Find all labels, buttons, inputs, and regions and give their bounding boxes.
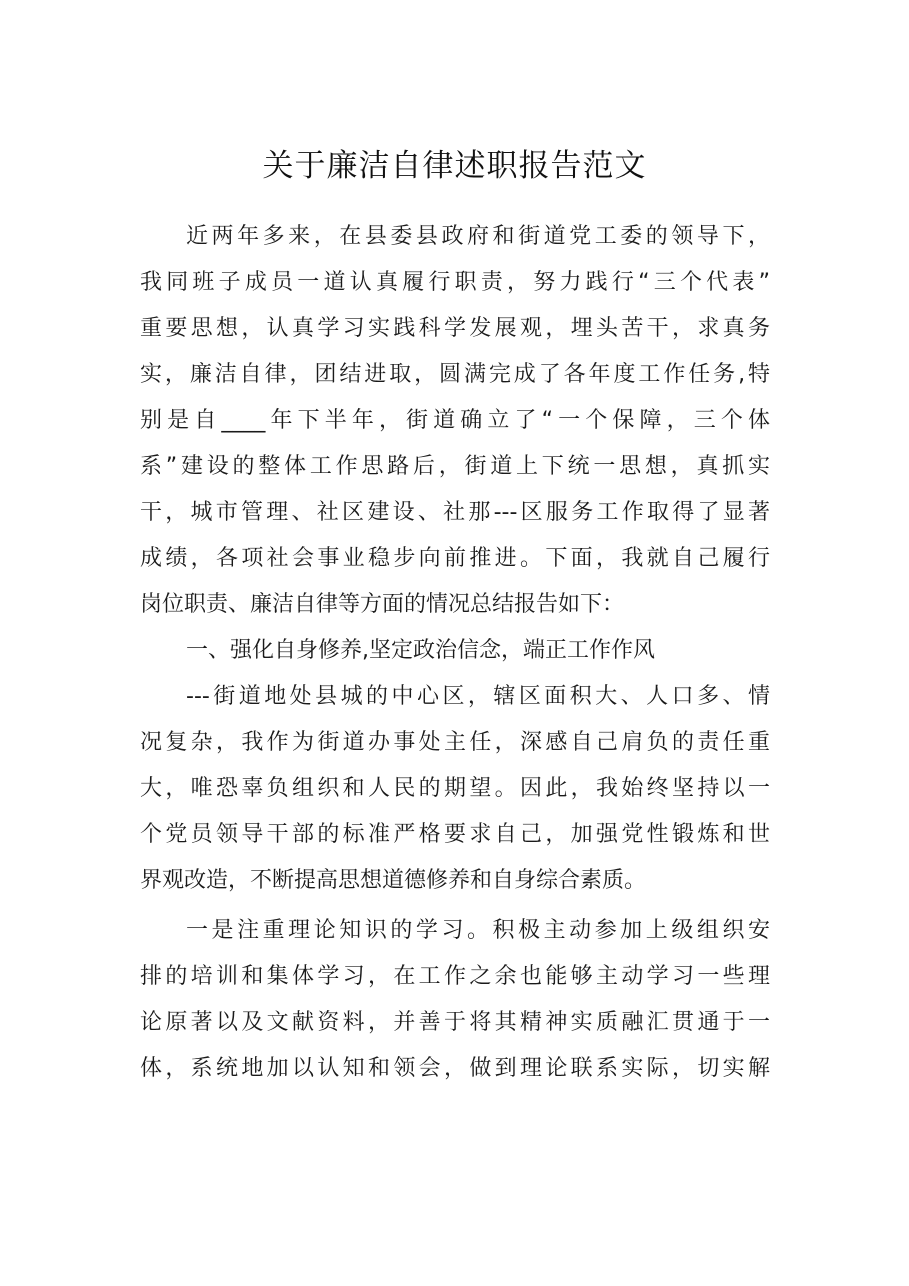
paragraph-line: 一是注重理论知识的学习。积极主动参加上级组织安 (186, 918, 770, 943)
paragraph-line: 岗位职责、廉洁自律等方面的情况总结报告如下： (140, 592, 625, 617)
paragraph-line: ---街道地处县城的中心区，辖区面积大、人口多、情 (186, 684, 770, 709)
paragraph-line: 况复杂，我作为街道办事处主任，深感自己肩负的责任重 (140, 730, 770, 755)
paragraph-line: 近两年多来，在县委县政府和街道党工委的领导下， (186, 224, 770, 249)
paragraph-line: 体，系统地加以认知和领会，做到理论联系实际，切实解 (140, 1056, 770, 1081)
section-heading: 一、强化自身修养,坚定政治信念，端正工作作风 (186, 638, 655, 663)
paragraph-line: 我同班子成员一道认真履行职责，努力践行“三个代表” (140, 270, 770, 295)
paragraph-line: 干，城市管理、社区建设、社那---区服务工作取得了显著 (140, 500, 770, 525)
paragraph-line: 实，廉洁自律，团结进取，圆满完成了各年度工作任务,特 (140, 362, 770, 387)
document-body (140, 214, 770, 1092)
document-title: 关于廉洁自律述职报告范文 (262, 147, 647, 184)
paragraph-line: 系”建设的整体工作思路后，街道上下统一思想，真抓实 (140, 454, 770, 479)
paragraph-line: 界观改造，不断提高思想道德修养和自身综合素质。 (140, 868, 647, 893)
paragraph-line: 个党员领导干部的标准严格要求自己，加强党性锻炼和世 (140, 822, 770, 847)
paragraph-line: 排的培训和集体学习，在工作之余也能够主动学习一些理 (140, 964, 770, 989)
paragraph-line: 大，唯恐辜负组织和人民的期望。因此，我始终坚持以一 (140, 776, 770, 801)
paragraph-line: 重要思想，认真学习实践科学发展观，埋头苦干，求真务 (140, 316, 770, 341)
paragraph-line: 别是自____年下半年，街道确立了“一个保障，三个体 (140, 408, 770, 433)
paragraph-line: 成绩，各项社会事业稳步向前推进。下面，我就自己履行 (140, 546, 770, 571)
paragraph-line: 论原著以及文献资料，并善于将其精神实质融汇贯通于一 (140, 1010, 770, 1035)
